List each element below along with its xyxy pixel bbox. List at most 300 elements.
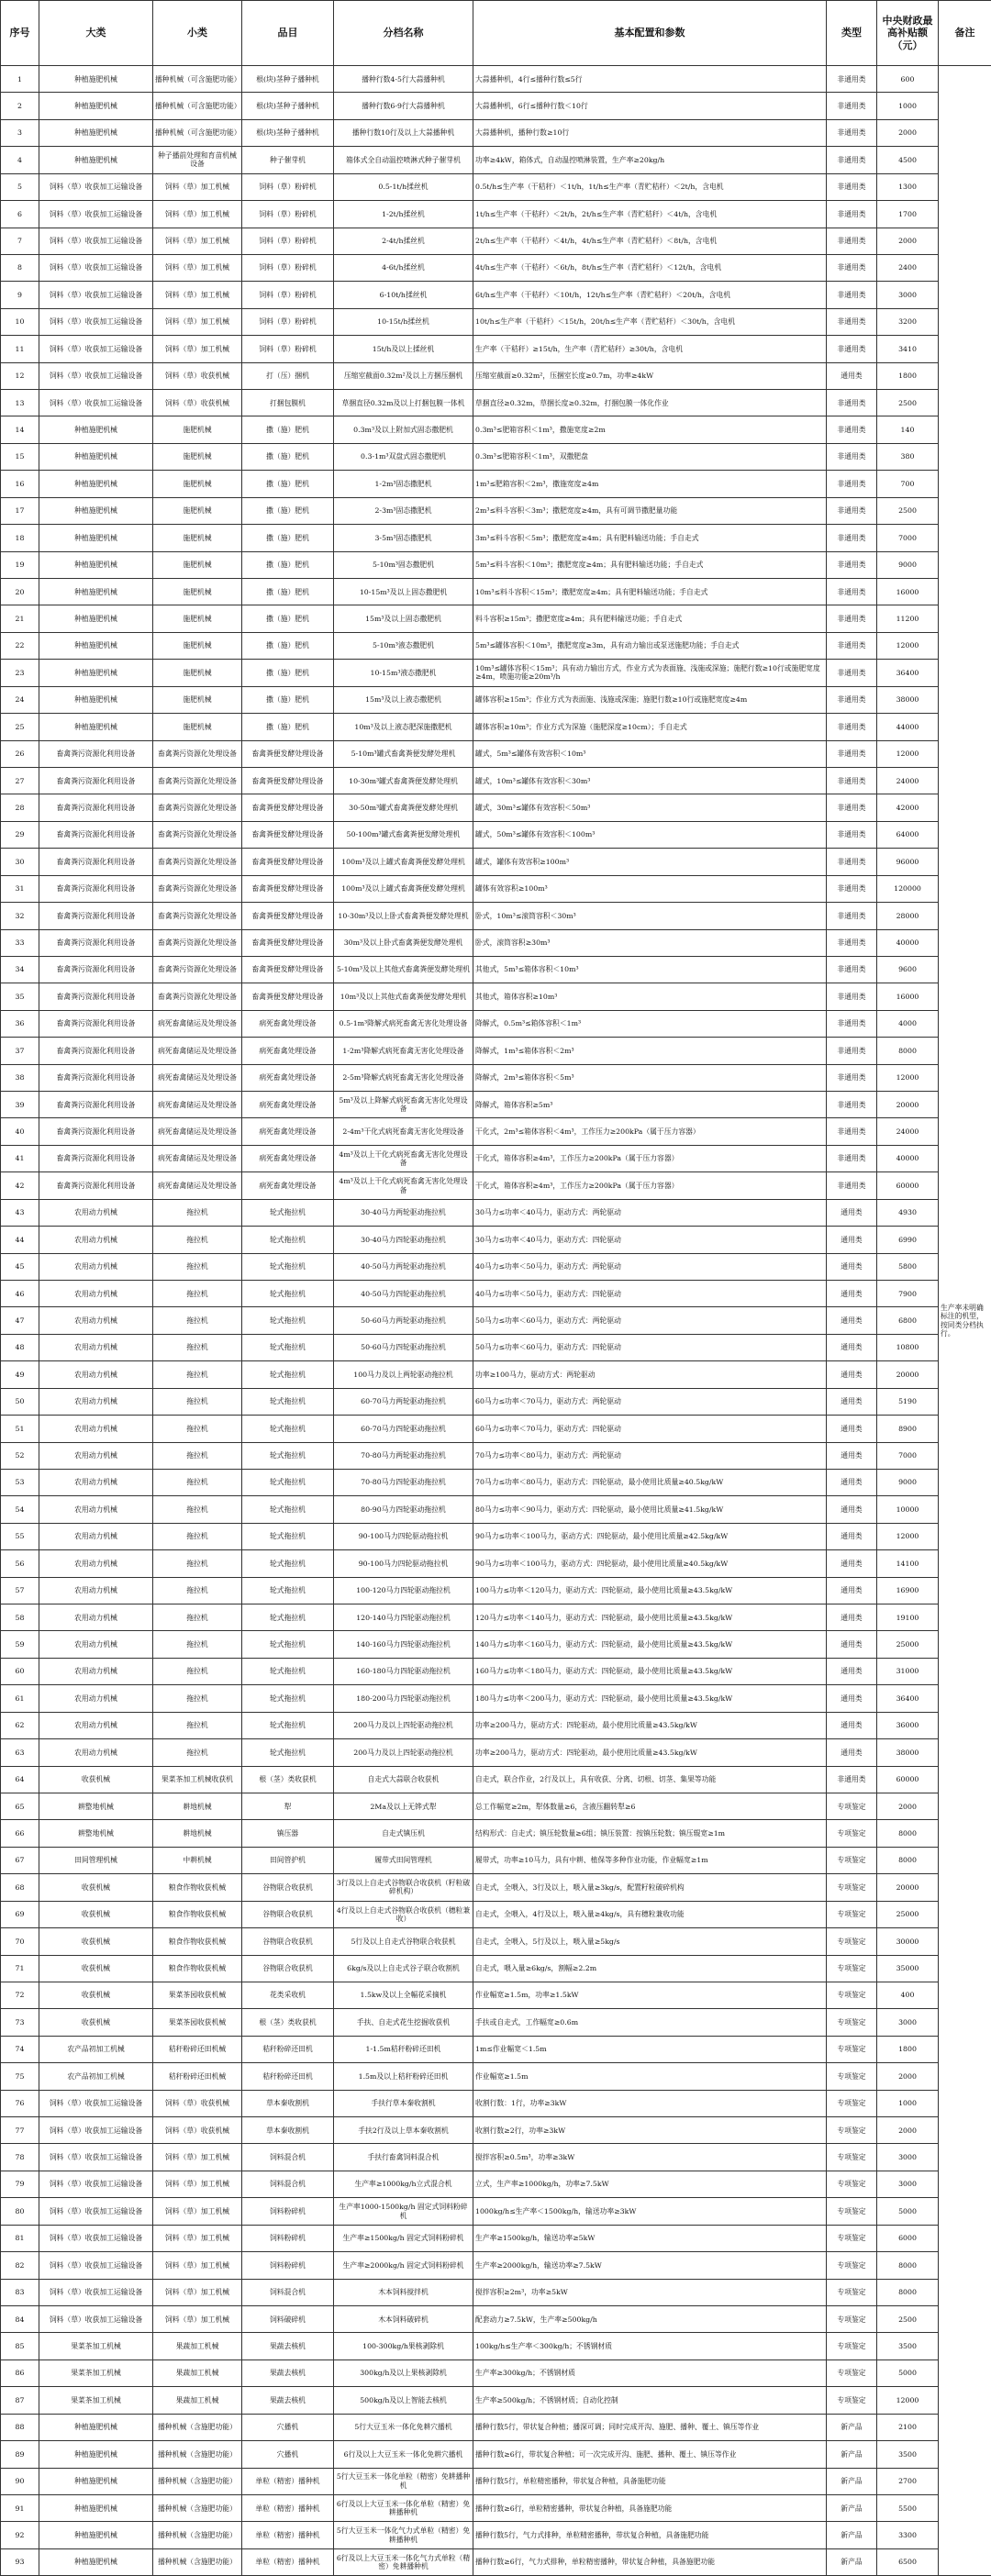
cell-grade-name: 200马力及以上四轮驱动拖拉机: [334, 1739, 473, 1766]
cell-subsidy: 36400: [877, 1685, 939, 1712]
cell-subsidy: 3000: [877, 2171, 939, 2197]
cell-seq: 52: [1, 1442, 39, 1469]
table-row: [1, 1955, 991, 1982]
cell-subsidy: 40000: [877, 1145, 939, 1171]
cell-type: 专项鉴定: [827, 1955, 877, 1982]
cell-item: 饲料粉碎机: [242, 2198, 334, 2225]
cell-type: 专项鉴定: [827, 2063, 877, 2090]
cell-item: 轮式拖拉机: [242, 1388, 334, 1415]
cell-grade-name: 10-15m³液态撒肥机: [334, 660, 473, 686]
cell-subsidy: 6990: [877, 1227, 939, 1253]
cell-item: 病死畜禽处理设备: [242, 1010, 334, 1037]
cell-seq: 44: [1, 1227, 39, 1253]
cell-item: 撒（施）肥机: [242, 632, 334, 659]
cell-subcategory: 粮食作物收获机械: [153, 1874, 242, 1901]
table-row: [1, 1982, 991, 2008]
table-row: [1, 1604, 991, 1631]
cell-category: 饲料（草）收获加工运输设备: [39, 362, 153, 389]
cell-subcategory: 拖拉机: [153, 1280, 242, 1306]
cell-subcategory: 中耕机械: [153, 1847, 242, 1873]
cell-category: 农用动力机械: [39, 1253, 153, 1280]
cell-category: 种植施肥机械: [39, 686, 153, 713]
cell-type: 非通用类: [827, 929, 877, 956]
cell-item: 轮式拖拉机: [242, 1523, 334, 1549]
cell-category: 饲料（草）收获加工运输设备: [39, 390, 153, 416]
table-row: [1, 416, 991, 443]
table-row: [1, 2522, 991, 2548]
cell-subcategory: 拖拉机: [153, 1712, 242, 1738]
cell-grade-name: 200马力及以上四轮驱动拖拉机: [334, 1712, 473, 1738]
cell-config: 卧式，滚筒容积≥30m³: [473, 929, 827, 956]
cell-category: 农用动力机械: [39, 1334, 153, 1360]
cell-grade-name: 5行大豆玉米一体化免耕穴播机: [334, 2414, 473, 2440]
cell-item: 单粒（精密）播种机: [242, 2494, 334, 2521]
cell-subcategory: 施肥机械: [153, 660, 242, 686]
cell-subsidy: 3410: [877, 336, 939, 362]
cell-config: 播种行数5行，气力式排种，单粒精密播种，带状复合种植，具备施肥功能: [473, 2522, 827, 2548]
cell-config: 功率≥200马力，驱动方式：四轮驱动，最小使用比质量≥43.5kg/kW: [473, 1739, 827, 1766]
cell-seq: 78: [1, 2144, 39, 2171]
cell-subcategory: 拖拉机: [153, 1416, 242, 1442]
cell-subcategory: 饲料（草）加工机械: [153, 2171, 242, 2197]
table-row: [1, 929, 991, 956]
cell-item: 根(块)茎种子播种机: [242, 119, 334, 146]
cell-type: 通用类: [827, 1227, 877, 1253]
cell-grade-name: 40-50马力两轮驱动拖拉机: [334, 1253, 473, 1280]
cell-grade-name: 木本饲料破碎机: [334, 2306, 473, 2333]
cell-seq: 48: [1, 1334, 39, 1360]
cell-category: 农用动力机械: [39, 1199, 153, 1226]
cell-seq: 5: [1, 173, 39, 200]
cell-subsidy: 38000: [877, 686, 939, 713]
cell-grade-name: 手扶行畜禽饲料混合机: [334, 2144, 473, 2171]
cell-item: 打捆包膜机: [242, 390, 334, 416]
cell-config: 1t/h≤生产率（干秸秆）＜2t/h，2t/h≤生产率（青贮秸秆）＜4t/h，含电机: [473, 201, 827, 228]
cell-subsidy: 600: [877, 66, 939, 93]
cell-subsidy: 380: [877, 443, 939, 470]
cell-type: 通用类: [827, 1388, 877, 1415]
cell-subcategory: 饲料（草）收获机械: [153, 390, 242, 416]
cell-grade-name: 50-60马力两轮驱动拖拉机: [334, 1307, 473, 1334]
cell-grade-name: 1-2m³固态撒肥机: [334, 471, 473, 497]
cell-category: 畜禽粪污资源化利用设备: [39, 1172, 153, 1199]
table-row: [1, 1766, 991, 1793]
cell-subcategory: 播种机械（含施肥功能）: [153, 2548, 242, 2575]
cell-config: 100kg/h≤生产率＜300kg/h；不锈钢材质: [473, 2333, 827, 2359]
cell-grade-name: 5m³及以上降解式病死畜禽无害化处理设备: [334, 1092, 473, 1118]
cell-seq: 36: [1, 1010, 39, 1037]
cell-type: 非通用类: [827, 605, 877, 632]
cell-item: 畜禽粪便发酵处理设备: [242, 794, 334, 821]
cell-grade-name: 0.3-1m³双盘式固态撒肥机: [334, 443, 473, 470]
table-row: [1, 983, 991, 1010]
header-category: 大类: [39, 1, 153, 66]
cell-item: 轮式拖拉机: [242, 1253, 334, 1280]
cell-grade-name: 1-2m³降解式病死畜禽无害化处理设备: [334, 1038, 473, 1064]
cell-subcategory: 拖拉机: [153, 1388, 242, 1415]
cell-category: 饲料（草）收获加工运输设备: [39, 228, 153, 254]
table-row: [1, 2548, 991, 2575]
cell-config: 搅拌容积≥0.5m³，功率≥3kW: [473, 2144, 827, 2171]
cell-config: 3m³≤料斗容积＜5m³；撒肥宽度≥4m；具有肥料输送功能；手自走式: [473, 525, 827, 551]
table-row: [1, 1280, 991, 1306]
cell-subsidy: 140: [877, 416, 939, 443]
cell-category: 畜禽粪污资源化利用设备: [39, 740, 153, 767]
cell-subcategory: 饲料（草）加工机械: [153, 2279, 242, 2305]
cell-config: 功率≥4kW，箱体式，自动温控喷淋装置，生产率≥20kg/h: [473, 147, 827, 173]
cell-type: 新产品: [827, 2548, 877, 2575]
cell-subsidy: 8000: [877, 2252, 939, 2279]
cell-category: 农用动力机械: [39, 1227, 153, 1253]
cell-type: 非通用类: [827, 794, 877, 821]
cell-grade-name: 90-100马力四轮驱动拖拉机: [334, 1523, 473, 1549]
cell-category: 农用动力机械: [39, 1577, 153, 1604]
cell-subsidy: 8000: [877, 1820, 939, 1847]
cell-grade-name: 4行及以上自走式谷物联合收获机（穗粒兼收）: [334, 1901, 473, 1927]
cell-seq: 12: [1, 362, 39, 389]
cell-subsidy: 24000: [877, 1118, 939, 1145]
cell-subsidy: 6000: [877, 2225, 939, 2251]
cell-subcategory: 拖拉机: [153, 1631, 242, 1658]
cell-grade-name: 1-1.5m秸秆粉碎还田机: [334, 2036, 473, 2062]
table-row: [1, 525, 991, 551]
cell-item: 饲料混合机: [242, 2144, 334, 2171]
cell-grade-name: 15t/h及以上揉丝机: [334, 336, 473, 362]
cell-subcategory: 粮食作物收获机械: [153, 1901, 242, 1927]
cell-item: 轮式拖拉机: [242, 1307, 334, 1334]
table-row: [1, 93, 991, 119]
cell-grade-name: 2-3m³固态撒肥机: [334, 497, 473, 524]
cell-subsidy: 1000: [877, 93, 939, 119]
cell-seq: 14: [1, 416, 39, 443]
cell-subcategory: 拖拉机: [153, 1334, 242, 1360]
cell-grade-name: 10-30m³罐式畜禽粪便发酵处理机: [334, 767, 473, 794]
cell-config: 草捆直径≥0.32m，草捆长度≥0.32m，打捆包膜一体化作业: [473, 390, 827, 416]
cell-grade-name: 生产率≥1000kg/h立式混合机: [334, 2171, 473, 2197]
cell-item: 饲料粉碎机: [242, 2252, 334, 2279]
cell-subsidy: 60000: [877, 1766, 939, 1793]
cell-grade-name: 100马力及以上两轮驱动拖拉机: [334, 1361, 473, 1388]
cell-item: 畜禽粪便发酵处理设备: [242, 821, 334, 848]
cell-subcategory: 拖拉机: [153, 1496, 242, 1523]
cell-type: 通用类: [827, 1469, 877, 1495]
cell-seq: 87: [1, 2387, 39, 2414]
cell-grade-name: 履带式田间管理机: [334, 1847, 473, 1873]
cell-subcategory: 施肥机械: [153, 605, 242, 632]
cell-type: 专项鉴定: [827, 1928, 877, 1955]
cell-subcategory: 施肥机械: [153, 686, 242, 713]
cell-type: 新产品: [827, 2468, 877, 2494]
table-row: [1, 2468, 991, 2494]
cell-type: 专项鉴定: [827, 2009, 877, 2036]
cell-category: 收获机械: [39, 1955, 153, 1982]
cell-subcategory: 病死畜禽储运及处理设备: [153, 1145, 242, 1171]
cell-grade-name: 5-10m³及以上其他式畜禽粪便发酵处理机: [334, 956, 473, 983]
cell-category: 饲料（草）收获加工运输设备: [39, 2306, 153, 2333]
cell-item: 轮式拖拉机: [242, 1739, 334, 1766]
table-row: [1, 2144, 991, 2171]
table-row: [1, 1712, 991, 1738]
cell-item: 穴播机: [242, 2441, 334, 2468]
cell-category: 畜禽粪污资源化利用设备: [39, 821, 153, 848]
cell-item: 撒（施）肥机: [242, 416, 334, 443]
cell-item: 根（茎）类收获机: [242, 1766, 334, 1793]
cell-config: 生产率≥1500kg/h，输送功率≥5kW: [473, 2225, 827, 2251]
cell-subcategory: 饲料（草）加工机械: [153, 173, 242, 200]
cell-subsidy: 1300: [877, 173, 939, 200]
table-row: [1, 2333, 991, 2359]
cell-type: 专项鉴定: [827, 2144, 877, 2171]
cell-config: 生产率≥2000kg/h，输送功率≥7.5kW: [473, 2252, 827, 2279]
cell-config: 降解式，箱体容积≥5m³: [473, 1092, 827, 1118]
cell-config: 自走式，联合作业，2行及以上，具有收获、分离、切根、切茎、集果等功能: [473, 1766, 827, 1793]
cell-item: 畜禽粪便发酵处理设备: [242, 929, 334, 956]
cell-subcategory: 畜禽粪污资源化处理设备: [153, 794, 242, 821]
cell-subcategory: 施肥机械: [153, 714, 242, 740]
cell-subsidy: 60000: [877, 1172, 939, 1199]
cell-item: 轮式拖拉机: [242, 1550, 334, 1577]
cell-seq: 10: [1, 308, 39, 335]
cell-seq: 11: [1, 336, 39, 362]
cell-config: 80马力≤功率＜90马力，驱动方式：四轮驱动，最小使用比质量≥41.5kg/kW: [473, 1496, 827, 1523]
cell-item: 饲料（草）粉碎机: [242, 336, 334, 362]
cell-item: 轮式拖拉机: [242, 1496, 334, 1523]
cell-category: 果菜茶加工机械: [39, 2333, 153, 2359]
cell-category: 畜禽粪污资源化利用设备: [39, 794, 153, 821]
cell-config: 5m³≤罐体容积＜10m³，撒肥宽度≥3m，具有动力输出或泵送施肥功能；手自走式: [473, 632, 827, 659]
cell-type: 非通用类: [827, 282, 877, 308]
cell-type: 非通用类: [827, 1092, 877, 1118]
cell-grade-name: 50-100m³罐式畜禽粪便发酵处理机: [334, 821, 473, 848]
cell-seq: 91: [1, 2494, 39, 2521]
cell-subsidy: 1800: [877, 362, 939, 389]
cell-seq: 25: [1, 714, 39, 740]
cell-item: 轮式拖拉机: [242, 1334, 334, 1360]
cell-item: 病死畜禽处理设备: [242, 1172, 334, 1199]
cell-category: 种植施肥机械: [39, 579, 153, 605]
cell-category: 饲料（草）收获加工运输设备: [39, 2198, 153, 2225]
cell-category: 种植施肥机械: [39, 2522, 153, 2548]
cell-subcategory: 饲料（草）收获机械: [153, 2090, 242, 2116]
cell-subcategory: 播种机械（含施肥功能）: [153, 2494, 242, 2521]
cell-subcategory: 耕地机械: [153, 1820, 242, 1847]
cell-grade-name: 500kg/h及以上智能去核机: [334, 2387, 473, 2414]
cell-category: 畜禽粪污资源化利用设备: [39, 1038, 153, 1064]
cell-subsidy: 64000: [877, 821, 939, 848]
cell-category: 农用动力机械: [39, 1416, 153, 1442]
cell-seq: 64: [1, 1766, 39, 1793]
cell-subcategory: 畜禽粪污资源化处理设备: [153, 740, 242, 767]
cell-config: 自走式，喂入量≥6kg/s，割幅≥2.2m: [473, 1955, 827, 1982]
cell-item: 穴播机: [242, 2414, 334, 2440]
cell-subsidy: 6800: [877, 1307, 939, 1334]
cell-config: 90马力≤功率＜100马力，驱动方式：四轮驱动，最小使用比质量≥40.5kg/kW: [473, 1550, 827, 1577]
cell-subsidy: 3000: [877, 2144, 939, 2171]
table-row: [1, 632, 991, 659]
cell-item: 撒（施）肥机: [242, 525, 334, 551]
cell-seq: 61: [1, 1685, 39, 1712]
cell-category: 种植施肥机械: [39, 605, 153, 632]
cell-item: 畜禽粪便发酵处理设备: [242, 767, 334, 794]
cell-item: 谷物联合收获机: [242, 1901, 334, 1927]
cell-config: 功率≥100马力，驱动方式：两轮驱动: [473, 1361, 827, 1388]
cell-category: 耕整地机械: [39, 1820, 153, 1847]
cell-category: 农用动力机械: [39, 1712, 153, 1738]
cell-config: 结构形式：自走式；镇压轮数量≥6组；镇压装置：按镇压轮数；镇压辊宽≥1m: [473, 1820, 827, 1847]
cell-config: 罐式，5m³≤罐体有效容积＜10m³: [473, 740, 827, 767]
cell-type: 非通用类: [827, 471, 877, 497]
cell-category: 饲料（草）收获加工运输设备: [39, 2279, 153, 2305]
cell-type: 通用类: [827, 1739, 877, 1766]
cell-item: 饲料（草）粉碎机: [242, 254, 334, 281]
cell-subsidy: 20000: [877, 1874, 939, 1901]
cell-grade-name: 100m³及以上罐式畜禽粪便发酵处理机: [334, 849, 473, 875]
cell-seq: 51: [1, 1416, 39, 1442]
cell-seq: 23: [1, 660, 39, 686]
cell-type: 通用类: [827, 1685, 877, 1712]
cell-category: 畜禽粪污资源化利用设备: [39, 767, 153, 794]
cell-grade-name: 3-5m³固态撒肥机: [334, 525, 473, 551]
cell-seq: 68: [1, 1874, 39, 1901]
cell-subsidy: 2000: [877, 2063, 939, 2090]
cell-seq: 53: [1, 1469, 39, 1495]
cell-subcategory: 拖拉机: [153, 1469, 242, 1495]
cell-category: 饲料（草）收获加工运输设备: [39, 336, 153, 362]
cell-category: 饲料（草）收获加工运输设备: [39, 173, 153, 200]
cell-type: 专项鉴定: [827, 2171, 877, 2197]
cell-subsidy: 2000: [877, 2117, 939, 2144]
cell-subsidy: 120000: [877, 875, 939, 902]
cell-subcategory: 畜禽粪污资源化处理设备: [153, 875, 242, 902]
header-type: 类型: [827, 1, 877, 66]
cell-subsidy: 8000: [877, 1038, 939, 1064]
cell-seq: 8: [1, 254, 39, 281]
cell-grade-name: 2Ma及以上无铧式犁: [334, 1793, 473, 1820]
cell-category: 畜禽粪污资源化利用设备: [39, 1145, 153, 1171]
cell-seq: 80: [1, 2198, 39, 2225]
cell-category: 种植施肥机械: [39, 66, 153, 93]
cell-type: 非通用类: [827, 875, 877, 902]
cell-config: 大蒜播种机，播种行数≥10行: [473, 119, 827, 146]
cell-subcategory: 拖拉机: [153, 1577, 242, 1604]
table-row: [1, 2198, 991, 2225]
cell-subcategory: 饲料（草）加工机械: [153, 2225, 242, 2251]
cell-type: 非通用类: [827, 714, 877, 740]
cell-subsidy: 2000: [877, 119, 939, 146]
cell-config: 收割行数≥2行，功率≥3kW: [473, 2117, 827, 2144]
cell-subsidy: 16000: [877, 579, 939, 605]
cell-category: 种植施肥机械: [39, 471, 153, 497]
table-row: [1, 2441, 991, 2468]
cell-category: 农用动力机械: [39, 1442, 153, 1469]
table-row: [1, 551, 991, 578]
cell-subcategory: 拖拉机: [153, 1307, 242, 1334]
table-row: [1, 875, 991, 902]
cell-subcategory: 拖拉机: [153, 1685, 242, 1712]
cell-item: 田间管护机: [242, 1847, 334, 1873]
cell-seq: 63: [1, 1739, 39, 1766]
cell-item: 病死畜禽处理设备: [242, 1118, 334, 1145]
cell-subcategory: 畜禽粪污资源化处理设备: [153, 929, 242, 956]
cell-seq: 56: [1, 1550, 39, 1577]
cell-type: 专项鉴定: [827, 1820, 877, 1847]
cell-subcategory: 施肥机械: [153, 632, 242, 659]
cell-category: 收获机械: [39, 1982, 153, 2008]
cell-item: 饲料（草）粉碎机: [242, 228, 334, 254]
table-row: [1, 1550, 991, 1577]
cell-item: 谷物联合收获机: [242, 1874, 334, 1901]
cell-type: 非通用类: [827, 579, 877, 605]
cell-config: 60马力≤功率＜70马力，驱动方式：两轮驱动: [473, 1388, 827, 1415]
cell-subsidy: 7900: [877, 1280, 939, 1306]
cell-seq: 70: [1, 1928, 39, 1955]
cell-grade-name: 100-300kg/h果核剥除机: [334, 2333, 473, 2359]
cell-grade-name: 4-6t/h揉丝机: [334, 254, 473, 281]
cell-category: 收获机械: [39, 1766, 153, 1793]
table-row: [1, 1442, 991, 1469]
cell-type: 非通用类: [827, 93, 877, 119]
cell-config: 120马力≤功率＜140马力，驱动方式：四轮驱动，最小使用比质量≥43.5kg/kW: [473, 1604, 827, 1631]
cell-config: 50马力≤功率＜60马力，驱动方式：两轮驱动: [473, 1307, 827, 1334]
cell-grade-name: 箱体式全自动温控喷淋式种子催芽机: [334, 147, 473, 173]
cell-category: 收获机械: [39, 1928, 153, 1955]
cell-config: 播种行数≥6行，单粒精密播种，带状复合种植，具备施肥功能: [473, 2494, 827, 2521]
table-row: [1, 336, 991, 362]
cell-grade-name: 生产率≥2000kg/h 固定式饲料粉碎机: [334, 2252, 473, 2279]
cell-config: 罐式，罐体有效容积≥100m³: [473, 849, 827, 875]
cell-subsidy: 8000: [877, 1847, 939, 1873]
table-row: [1, 1577, 991, 1604]
cell-config: 0.5t/h≤生产率（干秸秆）＜1t/h，1t/h≤生产率（青贮秸秆）＜2t/h，含电机: [473, 173, 827, 200]
cell-grade-name: 300kg/h及以上果核剥除机: [334, 2359, 473, 2386]
cell-item: 撒（施）肥机: [242, 497, 334, 524]
table-row: [1, 1469, 991, 1495]
cell-item: 根(块)茎种子播种机: [242, 66, 334, 93]
cell-grade-name: 80-90马力四轮驱动拖拉机: [334, 1496, 473, 1523]
cell-grade-name: 10m³及以上液态肥深施撒肥机: [334, 714, 473, 740]
cell-seq: 22: [1, 632, 39, 659]
cell-config: 180马力≤功率＜200马力，驱动方式：四轮驱动，最小使用比质量≥43.5kg/kW: [473, 1685, 827, 1712]
table-row: [1, 1523, 991, 1549]
cell-type: 新产品: [827, 2414, 877, 2440]
cell-type: 通用类: [827, 1253, 877, 1280]
cell-grade-name: 30-50m³罐式畜禽粪便发酵处理机: [334, 794, 473, 821]
cell-subcategory: 拖拉机: [153, 1442, 242, 1469]
table-row: [1, 1658, 991, 1684]
cell-category: 果菜茶加工机械: [39, 2387, 153, 2414]
cell-type: 专项鉴定: [827, 2359, 877, 2386]
cell-config: 压缩室截面≥0.32m²，压捆室长度≥0.7m，功率≥4kW: [473, 362, 827, 389]
cell-grade-name: 40-50马力四轮驱动拖拉机: [334, 1280, 473, 1306]
cell-subsidy: 31000: [877, 1658, 939, 1684]
cell-config: 其他式，5m³≤箱体容积＜10m³: [473, 956, 827, 983]
cell-config: 罐体容积≥10m³；作业方式为深施（施肥深度≥10cm）；手自走式: [473, 714, 827, 740]
cell-item: 病死畜禽处理设备: [242, 1064, 334, 1091]
cell-type: 非通用类: [827, 903, 877, 929]
cell-seq: 74: [1, 2036, 39, 2062]
cell-subcategory: 拖拉机: [153, 1523, 242, 1549]
cell-seq: 76: [1, 2090, 39, 2116]
cell-subsidy: 11200: [877, 605, 939, 632]
cell-grade-name: 手扶2行及以上草本秦收割机: [334, 2117, 473, 2144]
cell-category: 种植施肥机械: [39, 2548, 153, 2575]
cell-type: 非通用类: [827, 1010, 877, 1037]
cell-category: 农用动力机械: [39, 1388, 153, 1415]
cell-item: 草本秦收割机: [242, 2090, 334, 2116]
table-row: [1, 1388, 991, 1415]
cell-grade-name: 10-30m³及以上卧式畜禽粪便发酵处理机: [334, 903, 473, 929]
cell-config: 2t/h≤生产率（干秸秆）＜4t/h，4t/h≤生产率（青贮秸秆）＜8t/h，含电机: [473, 228, 827, 254]
